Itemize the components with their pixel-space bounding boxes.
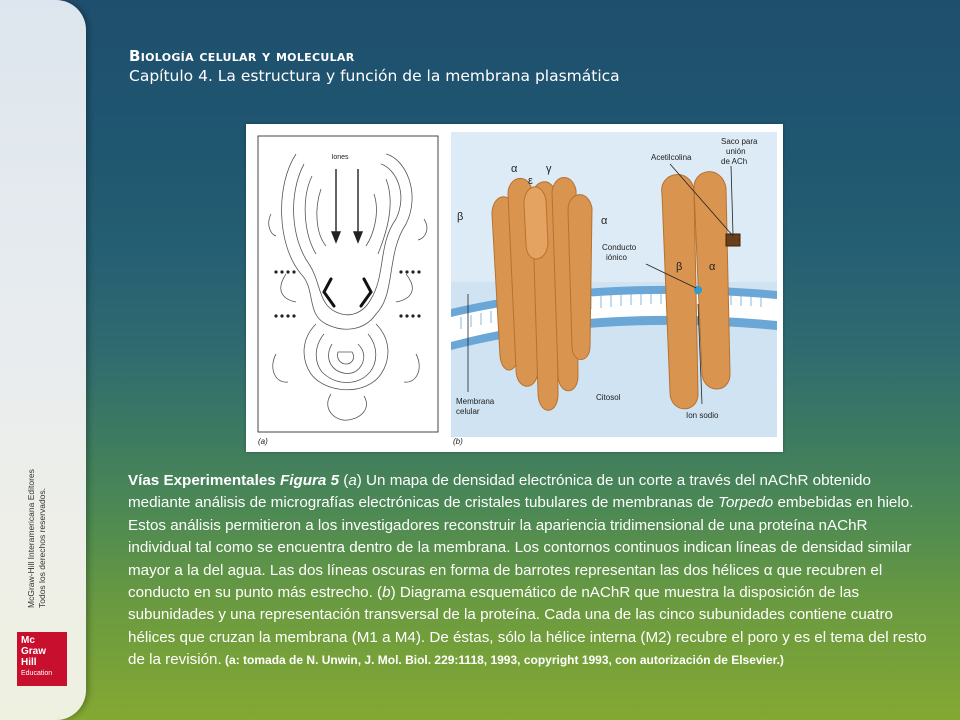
label-membrana-2: celular [456,407,480,416]
label-beta-left: β [457,211,464,223]
label-alpha-mid: α [601,215,608,227]
caption-lead: Vías Experimentales [128,472,280,489]
caption-b: b [382,584,391,602]
label-iones: Iones [331,154,349,161]
caption-source: (a: tomada de N. Unwin, J. Mol. Biol. 229:1118, 1993, copyright 1993, con autorización de Elsevier.) [221,653,784,668]
logo-line-4: Education [21,670,53,677]
logo-line-2: Graw [21,646,47,657]
caption-a: a [348,472,357,489]
caption-text-1: ( [339,472,349,489]
figure-panel [246,124,783,452]
panel-b-label: (b) [453,437,463,446]
mcgraw-hill-logo [17,632,67,686]
caption-torpedo: Torpedo [718,494,774,512]
publisher-line-2: Todos los derechos reservados. [37,487,47,608]
caption-text-4: ) Diagrama esquemático de nAChR que muestra la disposición de las subunidades y una representación transversal de la proteína. Cada una de las cinco subunidades contiene cuatro hélices que cruzan la membrana (M1 a M4). De éstas, sólo la hélice interna (M2) recubre el poro y es el tema del resto de la revisión. [128,584,927,669]
label-acetilcolina: Acetilcolina [651,153,692,162]
label-saco-2: unión [726,147,746,156]
publisher-line-1: McGraw-Hill Interamericana Editores [26,469,36,608]
chapter-title: Capítulo 4. La estructura y función de la membrana plasmática [129,67,620,85]
figure-illustration [246,124,783,452]
caption-figure-ref: Figura 5 [279,472,340,489]
slide-header [129,47,620,85]
label-ion-sodio: Ion sodio [686,411,719,420]
label-gamma: γ [546,163,552,175]
logo-line-1: Mc [21,635,35,646]
label-conducto-1: Conducto [602,243,637,252]
label-saco-3: de ACh [721,157,748,166]
label-beta-right: β [676,261,683,273]
label-epsilon: ε [528,175,533,187]
label-citosol: Citosol [596,393,621,402]
label-alpha-right: α [709,261,716,273]
panel-b-schematic [451,132,777,446]
panel-a-label: (a) [258,437,268,446]
label-saco-1: Saco para [721,137,758,146]
caption-text-3: embebidas en hielo. Estos análisis permitieron a los investigadores reconstruir la apariencia tridimensional de una proteína nAChR individual tal como se encuentra dentro de la membrana. Los contornos continuos indican líneas de densidad similar mayor a la del agua. Las dos líneas oscuras en forma de barrotes representan las dos hélices α que recubren el conducto en su punto más estrecho. ( [128,494,914,602]
book-title: Biología celular y molecular [129,47,355,65]
caption-text-2: ) Un mapa de densidad electrónica de un corte a través del nAChR obtenido mediante análisis de micrografías electrónicas de cristales tubulares de membranas de [128,472,871,512]
logo-line-3: Hill [21,657,37,668]
publisher-notice [26,408,48,608]
label-conducto-2: iónico [606,253,627,262]
sidebar [0,0,86,720]
figure-caption [128,470,933,672]
label-membrana-1: Membrana [456,397,495,406]
label-alpha-left: α [511,163,518,175]
panel-a-density-map [258,136,438,446]
